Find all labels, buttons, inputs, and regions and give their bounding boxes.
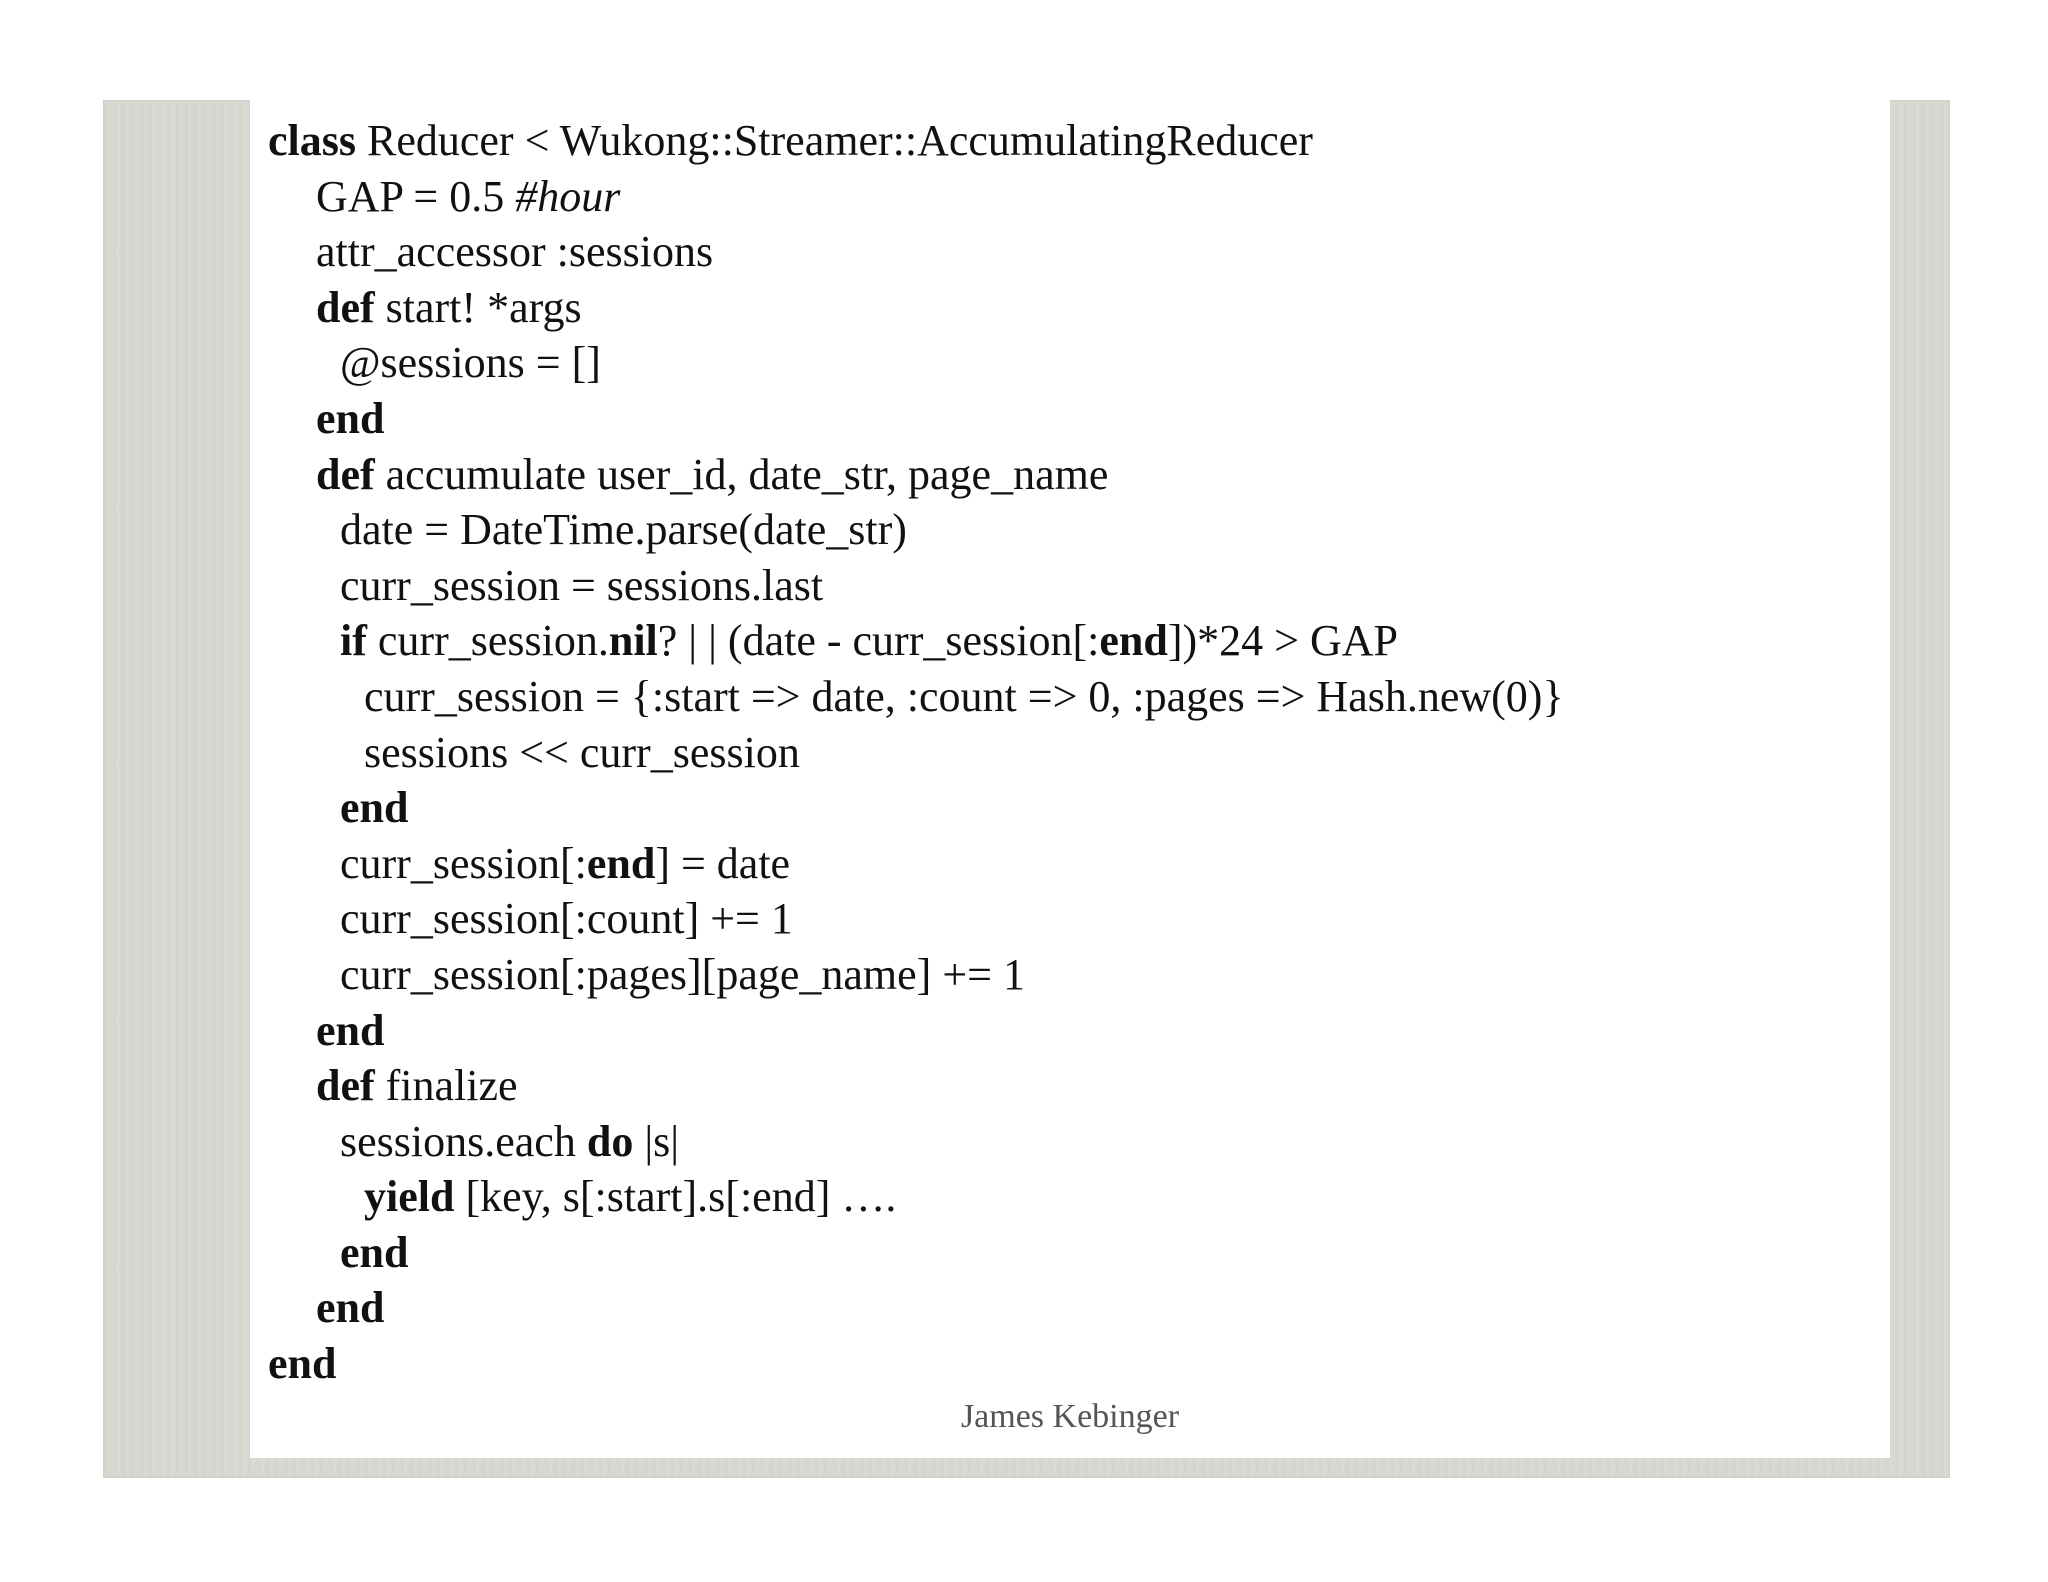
code-line: curr_session[:pages][page_name] += 1 bbox=[340, 949, 1025, 999]
code-line: GAP = 0.5 #hour bbox=[316, 171, 621, 221]
code-comment: #hour bbox=[515, 171, 621, 221]
code-line: @sessions = [] bbox=[340, 338, 601, 388]
code-line: end bbox=[316, 393, 385, 443]
footer-author: James Kebinger bbox=[960, 1398, 1180, 1435]
code-line: end bbox=[340, 1227, 409, 1277]
code-line: end bbox=[340, 783, 409, 833]
code-line: end bbox=[316, 1283, 385, 1333]
code-block bbox=[268, 113, 1868, 1392]
code-line: curr_session[:count] += 1 bbox=[340, 894, 793, 944]
code-line: yield [key, s[:start].s[:end] …. bbox=[364, 1172, 897, 1222]
code-line: def start! *args bbox=[316, 282, 582, 332]
code-line: class Reducer < Wukong::Streamer::AccumulatingReducer bbox=[268, 116, 1313, 165]
code-line: attr_accessor :sessions bbox=[316, 227, 714, 277]
code-line: def finalize bbox=[316, 1061, 518, 1111]
code-line: end bbox=[316, 1005, 385, 1055]
code-line: if curr_session.nil? | | (date - curr_session[:end])*24 > GAP bbox=[340, 616, 1398, 666]
code-line: sessions.each do |s| bbox=[340, 1116, 680, 1166]
code-line: sessions << curr_session bbox=[364, 727, 800, 777]
code-line: def accumulate user_id, date_str, page_name bbox=[316, 449, 1109, 499]
code-line: date = DateTime.parse(date_str) bbox=[340, 505, 907, 555]
code-line: curr_session[:end] = date bbox=[340, 838, 791, 888]
code-line: curr_session = sessions.last bbox=[340, 560, 824, 610]
code-line: curr_session = {:start => date, :count => 0, :pages => Hash.new(0)} bbox=[364, 671, 1564, 721]
code-line: end bbox=[268, 1339, 337, 1389]
